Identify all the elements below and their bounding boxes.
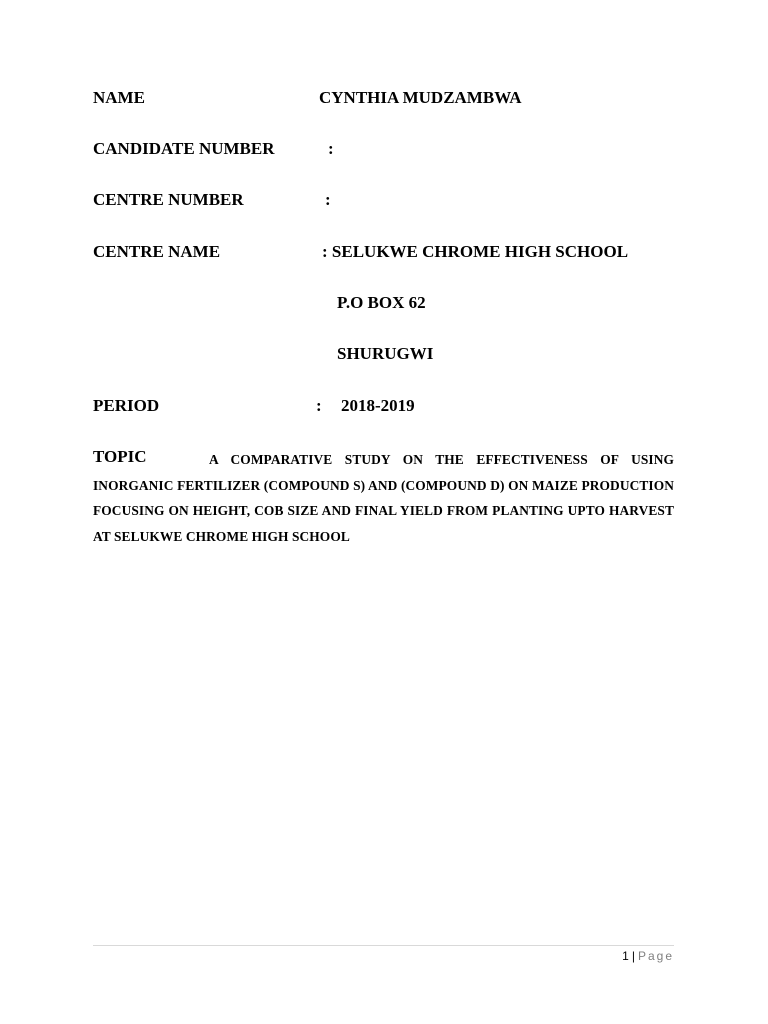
period-value: 2018-2019 [341, 396, 415, 415]
candidate-number-value: : [328, 139, 334, 158]
centre-name-value: : SELUKWE CHROME HIGH SCHOOL [322, 242, 629, 261]
centre-name-label: CENTRE NAME [93, 242, 221, 261]
topic-label: TOPIC [93, 447, 147, 466]
centre-number-label: CENTRE NUMBER [93, 190, 244, 209]
centre-number-value: : [325, 190, 331, 209]
period-colon: : [316, 396, 322, 415]
period-label: PERIOD [93, 396, 160, 415]
footer-divider [93, 945, 674, 946]
candidate-number-label: CANDIDATE NUMBER [93, 139, 275, 158]
page-word: Page [637, 949, 674, 963]
page-footer [622, 948, 674, 964]
topic-text: A COMPARATIVE STUDY ON THE EFFECTIVENESS OF USING INORGANIC FERTILIZER (COMPOUND S) AND (COMPOUND D) ON MAIZE PRODUCTION FOCUSING ON HEIGHT, COB SIZE AND FINAL YIELD FROM PLANTING UPTO HARVEST AT SELUKWE CHROME HIGH SCHOOL [93, 452, 674, 544]
address-line-1: P.O BOX 62 [337, 293, 426, 312]
name-label: NAME [93, 88, 145, 107]
page-number: 1 [622, 949, 629, 963]
footer-separator: | [631, 949, 635, 963]
address-line-2: SHURUGWI [337, 344, 434, 363]
name-value: CYNTHIA MUDZAMBWA [319, 88, 522, 107]
